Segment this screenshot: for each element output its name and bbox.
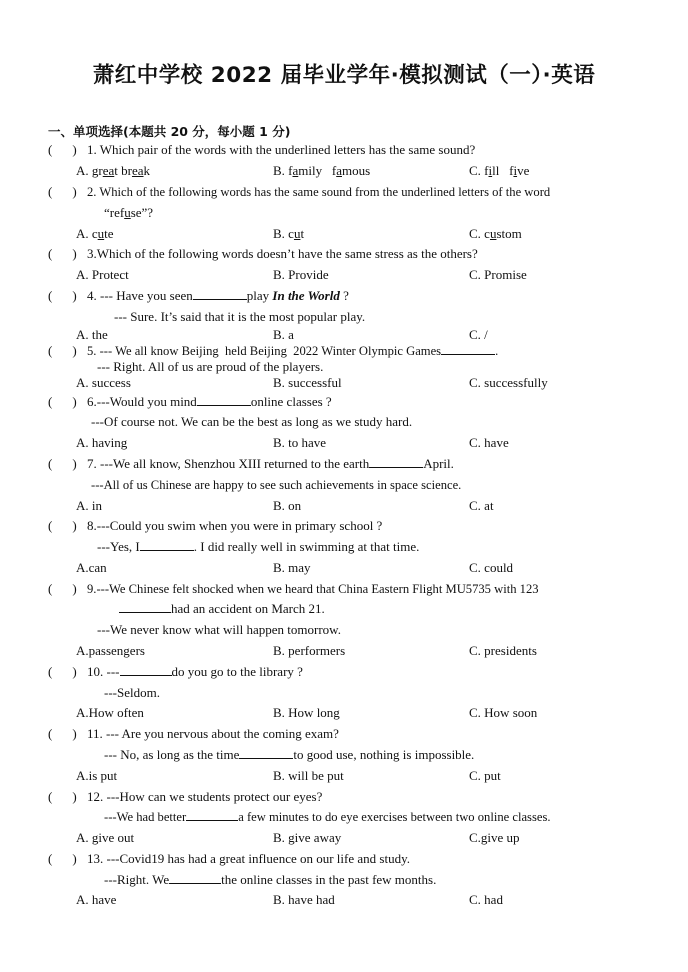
option-a: A. have (76, 892, 117, 907)
question-stem: 8.---Could you swim when you were in primary school ? (87, 518, 383, 533)
exam-title: 萧红中学校 2022 届毕业学年·模拟测试（一）·英语 (92, 63, 596, 88)
option-b: B. to have (273, 435, 327, 450)
question-stem: 2. Which of the following words has the same sound from the underlined letters of the word (87, 185, 551, 199)
option-c: C. How soon (469, 705, 538, 720)
question-reply: ---Seldom. (104, 685, 160, 700)
answer-bracket: ( ) (48, 343, 77, 358)
answer-bracket: ( ) (48, 851, 77, 866)
option-b: B. performers (273, 643, 346, 658)
option-c: C. have (469, 435, 509, 450)
question-stem: 11. --- Are you nervous about the coming exam? (87, 726, 339, 741)
answer-bracket: ( ) (48, 664, 77, 679)
answer-blank (140, 539, 194, 551)
option-c: C. at (469, 498, 494, 513)
option-a: A. cute (76, 226, 114, 241)
answer-bracket: ( ) (48, 142, 77, 157)
option-a: A. in (76, 498, 102, 513)
option-b: B. give away (273, 830, 342, 845)
option-c: C. Promise (469, 267, 527, 282)
answer-bracket: ( ) (48, 518, 77, 533)
question-stem-continued: “refuse”? (104, 205, 154, 220)
option-a: A.can (76, 560, 107, 575)
option-b: B. have had (273, 892, 335, 907)
option-c: C. had (469, 892, 503, 907)
answer-bracket: ( ) (48, 726, 77, 741)
question-reply: ---All of us Chinese are happy to see such achievements in space science. (91, 478, 462, 492)
option-c: C. / (469, 327, 488, 342)
question-stem: 13. ---Covid19 has had a great influence on our life and study. (87, 851, 410, 866)
option-a: A. success (76, 375, 131, 390)
option-c: C. fill five (469, 163, 530, 178)
answer-blank (197, 394, 251, 406)
question-stem: 10. --- do you go to the library ? (87, 664, 303, 679)
option-a: A.passengers (76, 643, 145, 658)
option-b: B. family famous (273, 163, 371, 178)
question-reply: ---Right. We the online classes in the past few months. (104, 872, 437, 887)
answer-bracket: ( ) (48, 394, 77, 409)
option-c: C.give up (469, 830, 520, 845)
question-stem: 9.---We Chinese felt shocked when we heard that China Eastern Flight MU5735 with 123 (87, 582, 539, 596)
answer-blank (169, 872, 221, 884)
answer-bracket: ( ) (48, 581, 77, 596)
question-stem: 5. --- We all know Beijing held Beijing 2022 Winter Olympic Games . (87, 344, 499, 358)
option-a: A. the (76, 327, 108, 342)
answer-blank (369, 456, 423, 468)
question-reply: --- No, as long as the time to good use, nothing is impossible. (104, 747, 475, 762)
option-c: C. put (469, 768, 501, 783)
answer-blank (193, 288, 247, 300)
answer-blank (441, 343, 495, 355)
question-reply: ---Yes, I . I did really well in swimming at that time. (97, 539, 420, 554)
option-a: A. give out (76, 830, 135, 845)
option-c: C. custom (469, 226, 522, 241)
option-c: C. presidents (469, 643, 537, 658)
option-a: A.is put (76, 768, 118, 783)
question-stem-continued: had an accident on March 21. (119, 601, 325, 617)
option-a: A. Protect (76, 267, 129, 282)
answer-bracket: ( ) (48, 288, 77, 303)
option-b: B. cut (273, 226, 305, 241)
option-b: B. will be put (273, 768, 344, 783)
option-c: C. successfully (469, 375, 548, 390)
question-reply: ---Of course not. We can be the best as long as we study hard. (91, 414, 413, 429)
question-stem: 4. --- Have you seen play In the World ? (87, 288, 349, 303)
answer-bracket: ( ) (48, 246, 77, 261)
option-b: B. on (273, 498, 302, 513)
section-heading: 一、单项选择(本题共 20 分，每小题 1 分) (48, 124, 291, 139)
question-reply: ---We had better a few minutes to do eye exercises between two online classes. (104, 810, 551, 824)
option-a: A. great break (76, 163, 151, 178)
option-b: B. How long (273, 705, 340, 720)
option-a: A.How often (76, 705, 144, 720)
answer-blank (120, 664, 172, 676)
answer-bracket: ( ) (48, 456, 77, 471)
answer-bracket: ( ) (48, 184, 77, 199)
question-stem: 7. ---We all know, Shenzhou XIII returned to the earth April. (87, 456, 454, 471)
question-reply: --- Right. All of us are proud of the players. (97, 359, 324, 374)
answer-blank (186, 809, 238, 821)
question-stem: 3.Which of the following words doesn’t have the same stress as the others? (87, 246, 478, 261)
option-c: C. could (469, 560, 514, 575)
question-stem: 1. Which pair of the words with the underlined letters has the same sound? (87, 142, 476, 157)
question-stem: 12. ---How can we students protect our eyes? (87, 789, 323, 804)
question-stem: 6.---Would you mind online classes ? (87, 394, 332, 409)
option-b: B. may (273, 560, 311, 575)
answer-blank (119, 601, 171, 613)
question-reply: ---We never know what will happen tomorrow. (97, 622, 341, 637)
option-b: B. successful (273, 375, 342, 390)
option-b: B. a (273, 327, 294, 342)
option-b: B. Provide (273, 267, 329, 282)
option-a: A. having (76, 435, 128, 450)
answer-blank (239, 747, 293, 759)
answer-bracket: ( ) (48, 789, 77, 804)
question-reply: --- Sure. It’s said that it is the most popular play. (114, 309, 366, 324)
